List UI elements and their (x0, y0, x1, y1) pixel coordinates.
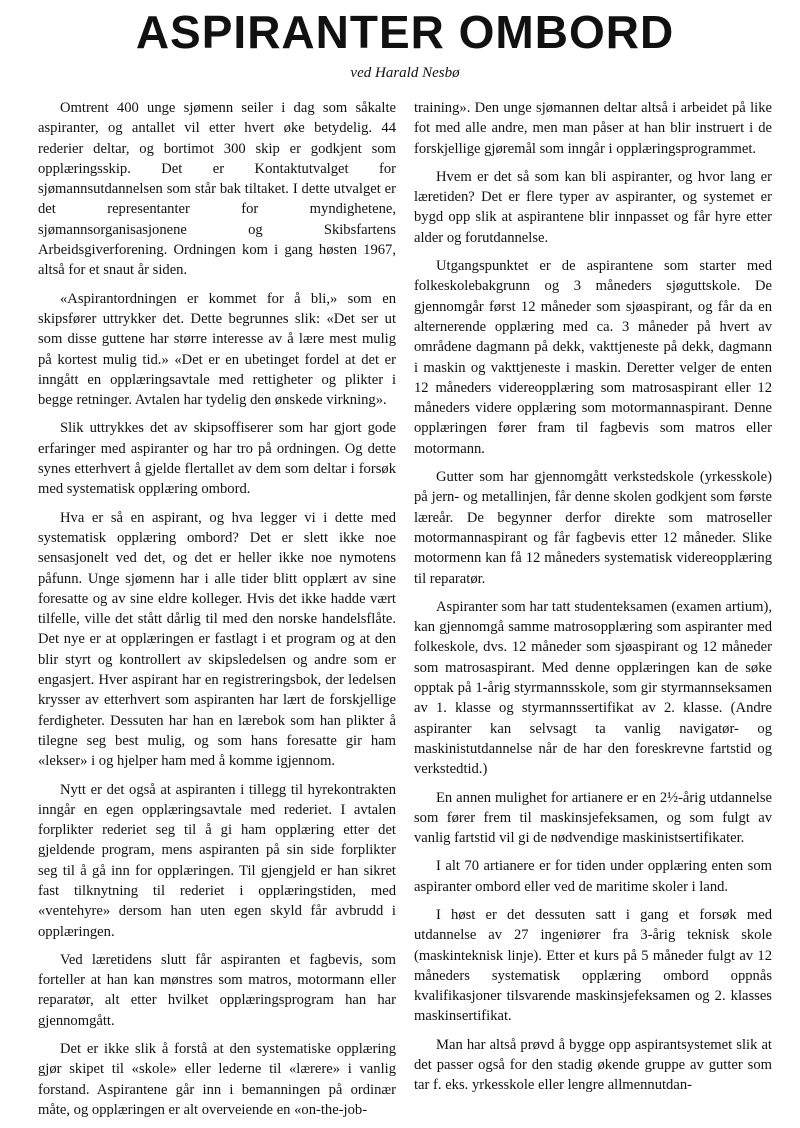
paragraph: I høst er det dessuten satt i gang et forsøk med utdannelse av 27 ingeniører fra 3-årig teknisk skole (maskinteknisk linje). Etter et kurs på 5 måneder fulgt av 12 måneders systematisk opplæring ombord oppnås kvalifikasjoner tilsvarende maskinsjefeksamen og 2. klasses maskinsertifikat. (414, 906, 772, 1025)
article-body (38, 98, 772, 1128)
article-byline: ved Harald Nesbø (350, 65, 460, 81)
paragraph: «Aspirantordningen er kommet for å bli,» som en skipsfører uttrykker det. Dette begrunnes slik: «Det ser ut som disse guttene har større interesse av å lære mest mulig på kortest mulig tid.» «Det er en ubetinget fordel at det er inngått en opplæringsavtale med rettigheter og plikter i begge retninger. Avtalen har tydelig den ønskede virkning». (38, 290, 396, 409)
paragraph: Hvem er det så som kan bli aspiranter, og hvor lang er læretiden? Det er flere typer av aspiranter, og systemet er bygd opp slik at aspirantene blir innpasset og får hyre etter alder og forutdannelse. (414, 168, 772, 246)
paragraph: Omtrent 400 unge sjømenn seiler i dag som såkalte aspiranter, og antallet vil etter hvert øke betydelig. 44 rederier deltar, og bortimot 300 skip er godkjent som opplæringsskip. Det er Kontaktutvalget for sjømannsutdannelsen som står bak tiltaket. I dette utvalget er det representanter for myndighetene, sjømannsorganisasjonene og Skibsfartens Arbeidsgiverforening. Ordningen kom i gang høsten 1967, altså for et snaut år siden. (38, 100, 396, 279)
left-column (38, 98, 396, 1128)
paragraph: Nytt er det også at aspiranten i tillegg til hyrekontrakten inngår en egen opplæringsavtale med rederiet. I avtalen forplikter rederiet seg til å gi ham opplæring etter det gjeldende program, mens aspiranten på sin side forplikter seg til å gå inn for opplæringen. Til gjengjeld er han sikret fast tilknytning til rederiet i opplæringstiden, med «ventehyre» dersom han uten egen skyld får avbrudd i opplæringen. (38, 781, 396, 940)
paragraph: Det er ikke slik å forstå at den systematiske opplæring gjør skipet til «skole» eller lederne til «lærere» i vanlig forstand. Aspirantene går inn i bemanningen på ordinær måte, og opplæringen er alt overveiende en «on-the-job- (38, 1041, 396, 1118)
paragraph: Hva er så en aspirant, og hva legger vi i dette med systematisk opplæring ombord? Det er slett ikke noe sensasjonelt ved det, og det er heller ikke noe nymotens påfunn. Unge sjømenn har i alle tider blitt opplært av sine foresatte og av sine eldre kolleger. Hvis det ikke hadde vært tilfelle, ville det stått dårlig til med den norske handelsflåte. Det nye er at opplæringen er fastlagt i et program og at den blir styrt og kontrollert av skipsledelsen og andre som er engasjert. Hver aspirant har en registreringsbok, der ledelsen krysser av etterhvert som aspiranten har lært de forskjellige ferdigheter. Dessuten har han en lærebok som han plikter å tilegne seg best mulig, og som hans foresatte gir ham «lekser» i og hjelper ham med å komme igjennom. (38, 509, 396, 770)
right-column (414, 98, 772, 1128)
paragraph: Ved læretidens slutt får aspiranten et fagbevis, som forteller at han kan mønstres som matros, motormann eller reparatør, alt etter hvilket opplæringsprogram han har gjennomgått. (38, 951, 396, 1029)
article-title: ASPIRANTER OMBORD (135, 6, 675, 58)
paragraph: Utgangspunktet er de aspirantene som starter med folkeskolebakgrunn og 3 måneders sjøguttskole. De gjennomgår først 12 måneder som sjøaspirant, og får da en alternerende opplæring med ca. 3 måneder på hvert av områdene dagmann på dekk, vakttjeneste på dekk, dagmann i maskin og vakttjeneste i maskin. Deretter velger de enten 12 måneders videreopplæring som matrosaspirant eller 12 måneders videre opplæring som motormannaspirant. Denne opplæringen fører fram til fagbevis som matros eller motormann. (414, 258, 772, 457)
paragraph: En annen mulighet for artianere er en 2½-årig utdannelse som fører frem til maskinsjefeksamen, og som fulgt av vanlig fartstid vil gi de nødvendige maskinistsertifikater. (414, 789, 772, 847)
paragraph: training». Den unge sjømannen deltar altså i arbeidet på like fot med alle andre, men man påser at han blir instruert i de forskjellige gjøremål som inngår i opplæringsprogrammet. (414, 100, 772, 157)
paragraph: Man har altså prøvd å bygge opp aspirantsystemet slik at det passer også for den stadig økende gruppe av gutter som tar f. eks. yrkesskole eller lengre allmennutdan- (414, 1036, 772, 1094)
paragraph: Aspiranter som har tatt studenteksamen (examen artium), kan gjennomgå samme matrosopplæring som aspiranter med folkeskole, dvs. 12 måneder som sjøaspirant og 12 måneder som matrosaspirant. Med denne opplæringen kan de søke opptak på 1-årig styrmannsskole, som gir styrmannseksamen av 1. klasse og styrmannssertifikat av 2. klasse. (Andre aspiranter kan selvsagt ta vanlig navigatør- og maskinistutdannelse når de har den foreskrevne fartstid og verkstedtid.) (414, 598, 772, 778)
paragraph: Gutter som har gjennomgått verkstedskole (yrkesskole) på jern- og metallinjen, får denne skolen godkjent som første læreår. De begynner derfor direkte som matroseller motormannaspirant og får fagbevis etter 12 måneder. Slike motormenn kan få 12 måneders systematisk videreopplæring til reparatør. (414, 469, 772, 587)
paragraph: Slik uttrykkes det av skipsoffiserer som har gjort gode erfaringer med aspiranter og har tro på ordningen. Og dette synes etterhvert å gjelde flertallet av dem som deltar i forsøk med systematisk opplæring ombord. (38, 420, 396, 498)
paragraph: I alt 70 artianere er for tiden under opplæring enten som aspiranter ombord eller ved de maritime skoler i land. (414, 858, 772, 895)
